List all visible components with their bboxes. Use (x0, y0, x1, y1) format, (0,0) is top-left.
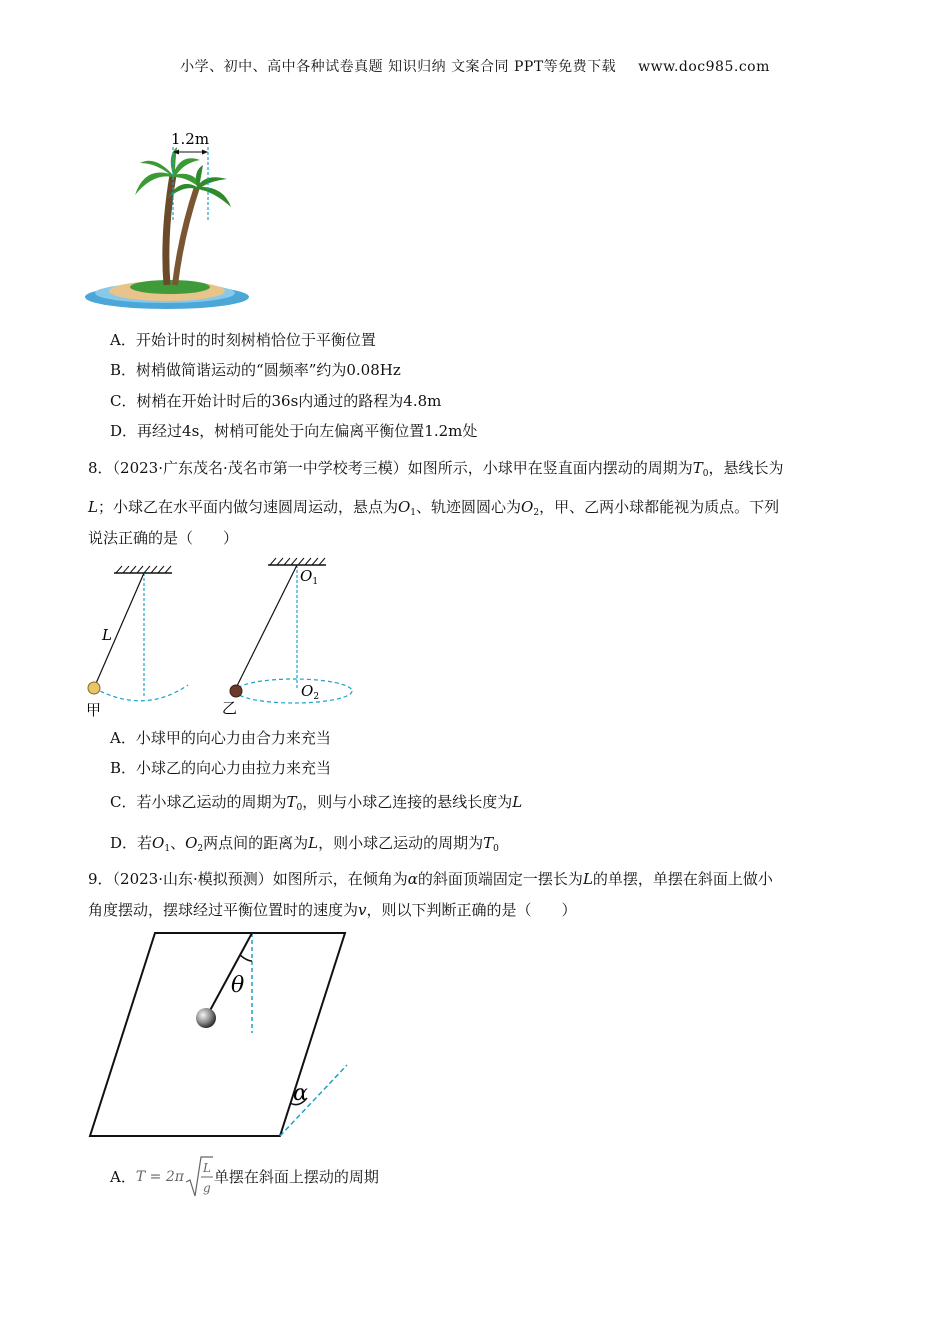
header-site: www.doc985.com (638, 59, 770, 75)
q8-option-c: C．若小球乙运动的周期为$T_0$，则与小球乙连接的悬线长度为L (110, 793, 523, 813)
q9-incline-figure (85, 928, 360, 1143)
formula-left: T = 2π (135, 1169, 184, 1185)
q9-option-a: A． T = 2π L g 单摆在斜面上摆动的周期 (110, 1153, 379, 1201)
label-L: L (102, 626, 112, 644)
horizontal-dash-line (280, 1065, 347, 1136)
q8-line-1: 8．（2023·广东茂名·茂名市第一中学校考三模）如图所示，小球甲在竖直面内摆动的周期为$T_0$，悬线长为 (88, 459, 784, 479)
q8-option-b: B．小球乙的向心力由拉力来充当 (110, 759, 332, 777)
header-text: 小学、初中、高中各种试卷真题 知识归纳 文案合同 PPT等免费下载 (180, 59, 617, 75)
label-yi: 乙 (222, 699, 238, 717)
q8-option-a: A．小球甲的向心力由合力来充当 (110, 729, 331, 747)
ball-yi (230, 685, 242, 697)
q8-line-3: 说法正确的是（ ） (88, 529, 239, 547)
q9-line-1: 9．（2023·山东·模拟预测）如图所示，在倾角为α的斜面顶端固定一摆长为L的单摆，单摆在斜面上做小 (88, 870, 773, 888)
ceiling-left-hatch (116, 566, 171, 573)
palm-tree-figure (85, 125, 255, 320)
sqrt-symbol (184, 1154, 214, 1200)
formula-num: L (202, 1161, 211, 1175)
q8-option-d: D．若$O_1$、$O_2$两点间的距离为L，则小球乙运动的周期为$T_0$ (110, 834, 499, 854)
theta-arc (240, 955, 252, 961)
ceiling-right-hatch (270, 558, 325, 565)
alpha-label: α (293, 1081, 308, 1106)
theta-label: θ (231, 973, 245, 998)
q7-option-b: B．树梢做简谐运动的“圆频率”约为0.08Hz (110, 361, 401, 379)
distance-label: 1.2m (171, 130, 210, 148)
q9-line-2: 角度摆动，摆球经过平衡位置时的速度为v，则以下判断正确的是（ ） (88, 901, 577, 919)
formula-den: g (202, 1181, 211, 1195)
q8-pendulum-figure (82, 555, 372, 720)
string-yi-line (235, 565, 297, 690)
q7-option-c: C．树梢在开始计时后的36s内通过的路程为4.8m (110, 392, 442, 410)
trunk-2-shape (175, 187, 197, 285)
ball-jia (88, 682, 100, 694)
page-header (0, 56, 950, 76)
trunk-1-shape (166, 175, 173, 285)
q8-line-2: L；小球乙在水平面内做匀速圆周运动，悬点为$O_1$、轨迹圆圆心为$O_2$，甲、乙两小球都能视为质点。下列 (88, 498, 780, 518)
q7-option-a: A．开始计时的时刻树梢恰位于平衡位置 (110, 331, 376, 349)
arrow-right-head (202, 150, 208, 155)
circle-yi-path (236, 679, 352, 703)
arc-jia-path (94, 685, 188, 701)
q7-option-d: D．再经过4s，树梢可能处于向左偏离平衡位置1.2m处 (110, 422, 478, 440)
label-O1: $O_1$ (300, 567, 319, 587)
label-O2: $O_2$ (301, 682, 320, 702)
pendulum-ball (196, 1008, 216, 1028)
pendulum-string-line (207, 933, 252, 1016)
label-jia: 甲 (86, 701, 102, 719)
